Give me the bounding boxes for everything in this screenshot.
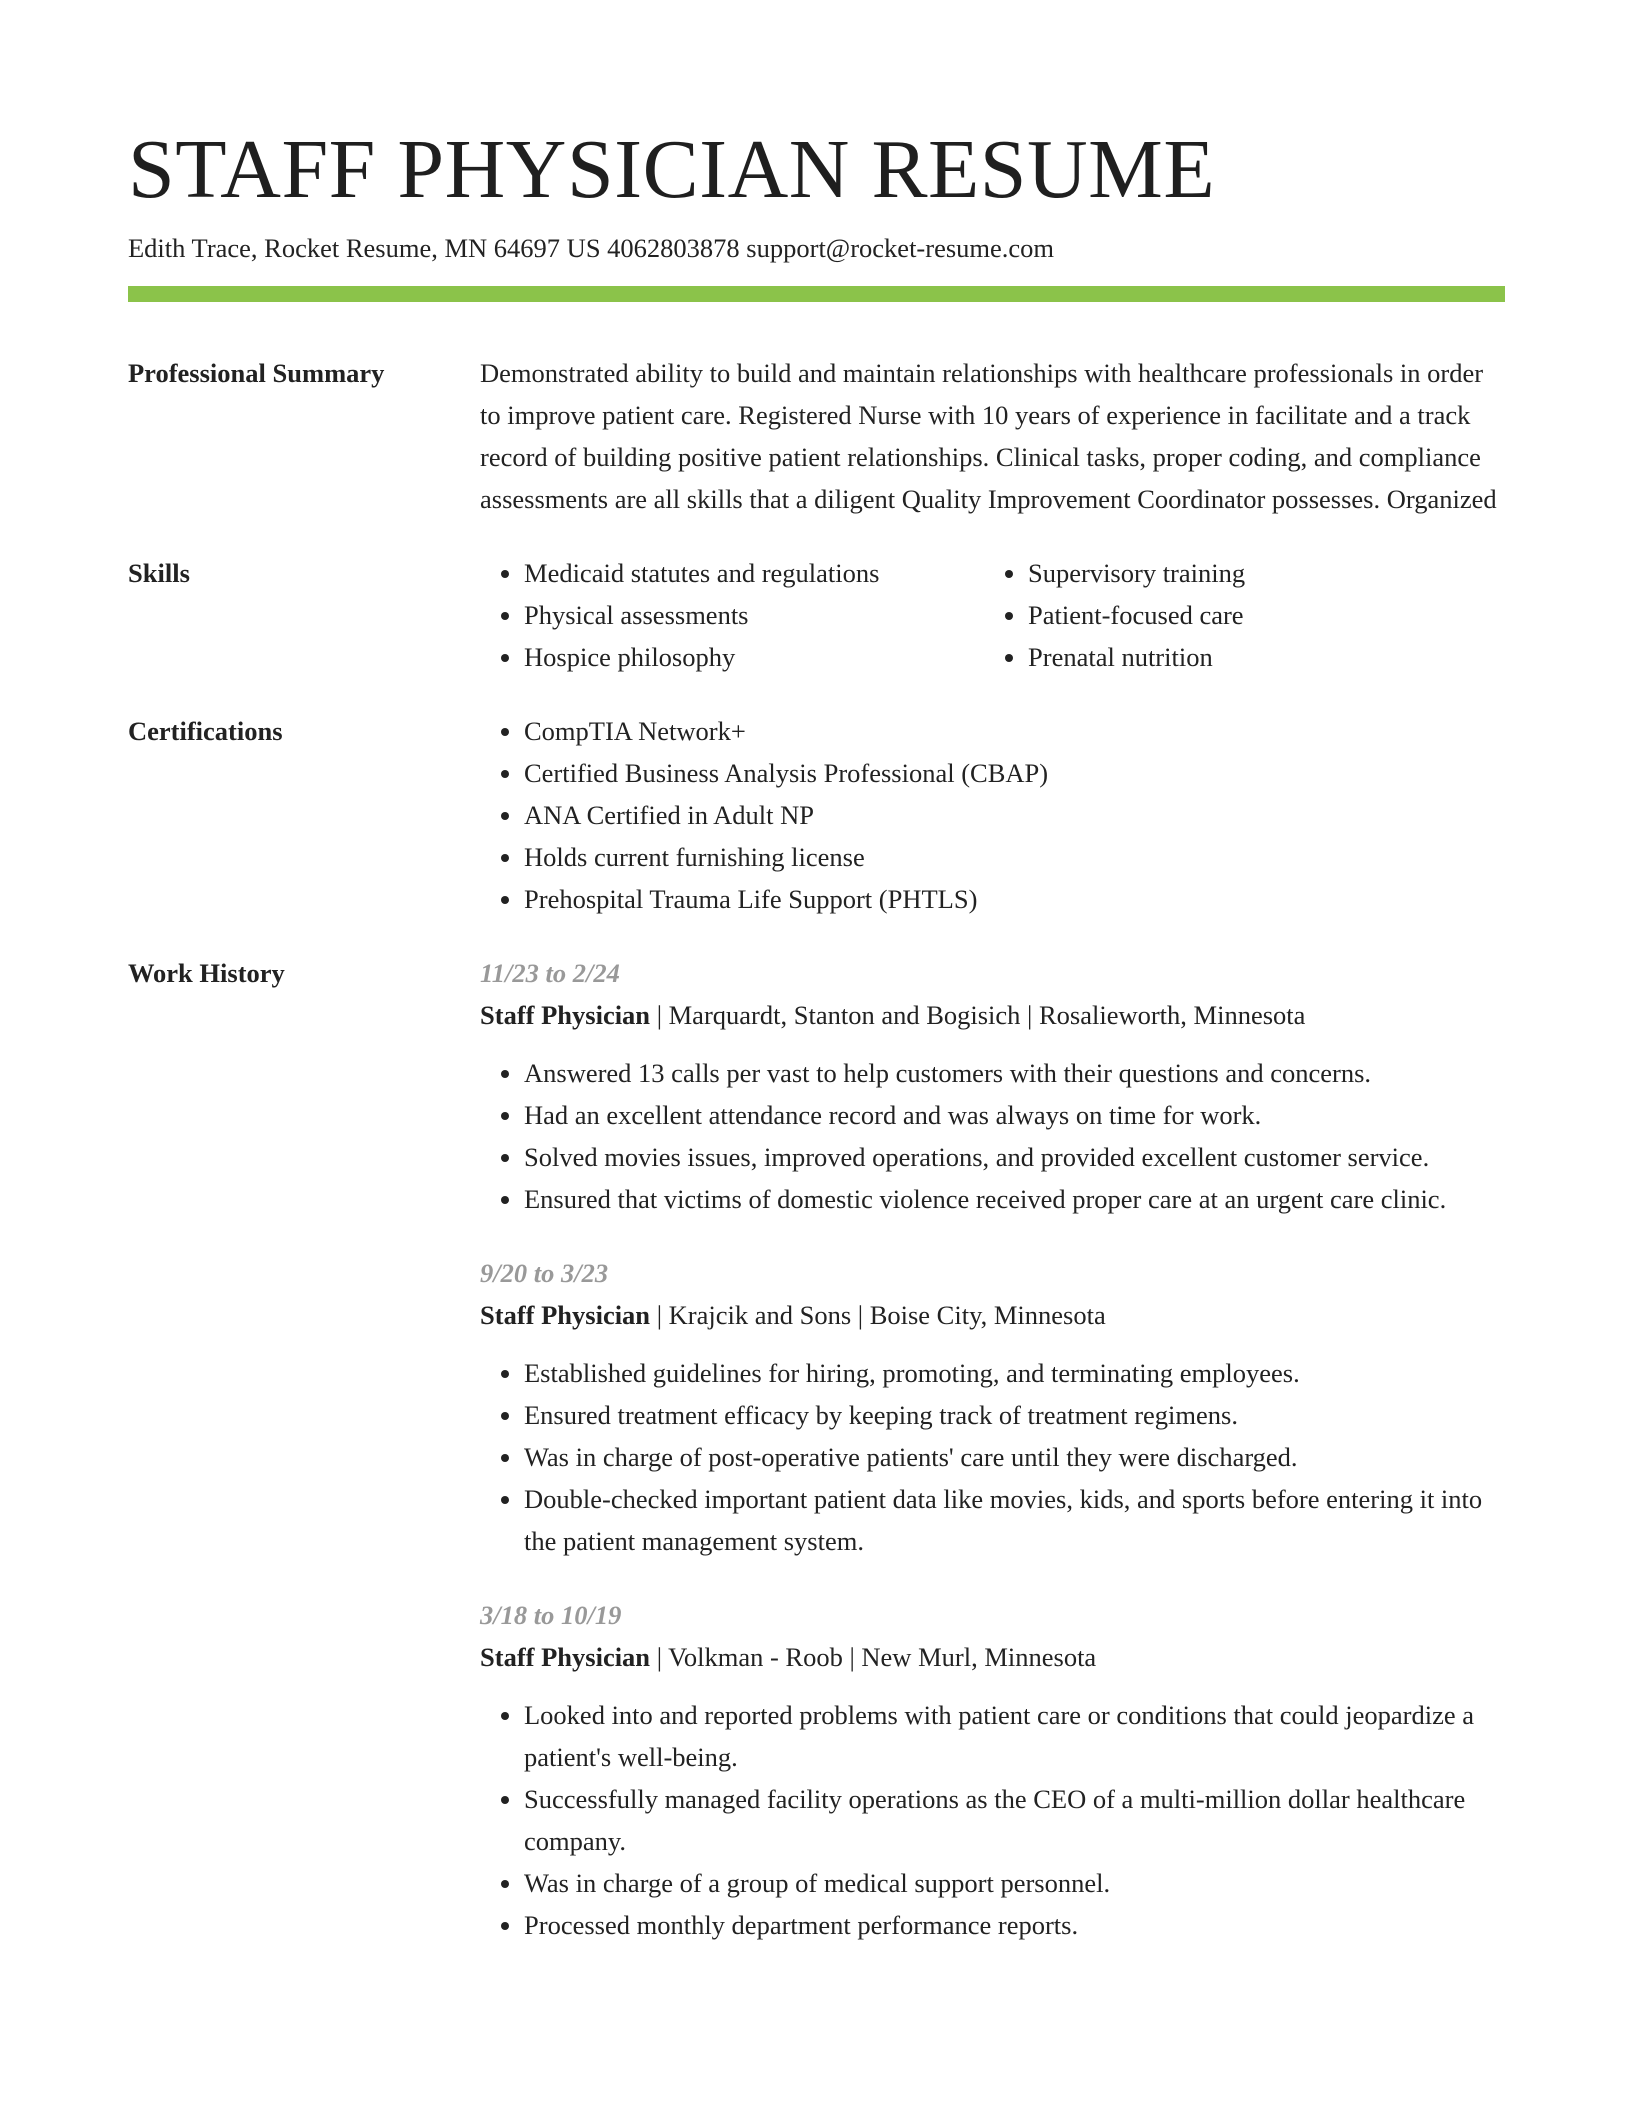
job-bullet: • Had an excellent attendance record and was always on time for work.: [524, 1094, 1505, 1136]
skill-item: • Prenatal nutrition: [1028, 636, 1505, 678]
certifications-section: [128, 710, 1505, 920]
job-title: Staff Physician: [480, 1000, 651, 1030]
skill-item: • Supervisory training: [1028, 552, 1505, 594]
section-label-skills: Skills: [128, 558, 190, 588]
job-bullet: • Ensured that victims of domestic violence received proper care at an urgent care clinic.: [524, 1178, 1505, 1220]
skill-item: • Patient-focused care: [1028, 594, 1505, 636]
job-bullet: • Was in charge of a group of medical support personnel.: [524, 1862, 1505, 1904]
job-heading: [480, 1294, 1505, 1336]
job-dates: 11/23 to 2/24: [480, 958, 620, 988]
job-bullet: • Successfully managed facility operations as the CEO of a multi-million dollar healthcare company.: [524, 1778, 1505, 1862]
job-title: Staff Physician: [480, 1300, 651, 1330]
certification-item: • CompTIA Network+: [524, 710, 1505, 752]
skill-item: • Physical assessments: [524, 594, 984, 636]
job-entry: [480, 1252, 1505, 1562]
job-dates: 3/18 to 10/19: [480, 1600, 622, 1630]
job-bullet: • Looked into and reported problems with patient care or conditions that could jeopardize a patient's well-being.: [524, 1694, 1505, 1778]
skill-item: • Medicaid statutes and regulations: [524, 552, 984, 594]
summary-section: [128, 352, 1505, 520]
accent-divider: [128, 286, 1505, 302]
section-label-summary: Professional Summary: [128, 358, 385, 388]
job-bullets: [480, 1052, 1505, 1220]
skills-section: [128, 552, 1505, 678]
skills-grid: [480, 552, 1505, 678]
job-heading: [480, 1636, 1505, 1678]
resume-title: STAFF PHYSICIAN RESUME: [128, 123, 1216, 216]
contact-line: Edith Trace, Rocket Resume, MN 64697 US 4062803878 support@rocket-resume.com: [128, 233, 1055, 263]
skills-list-right: [984, 552, 1505, 678]
job-heading: [480, 994, 1505, 1036]
certification-item: • Certified Business Analysis Professional (CBAP): [524, 752, 1505, 794]
job-details: | Krajcik and Sons | Boise City, Minnesota: [650, 1300, 1106, 1330]
job-bullets: [480, 1352, 1505, 1562]
job-bullets: [480, 1694, 1505, 1946]
job-details: | Marquardt, Stanton and Bogisich | Rosalieworth, Minnesota: [650, 1000, 1306, 1030]
job-dates: 9/20 to 3/23: [480, 1258, 609, 1288]
resume-page: [128, 120, 1505, 1946]
job-bullet: • Was in charge of post-operative patients' care until they were discharged.: [524, 1436, 1505, 1478]
job-bullet: • Double-checked important patient data like movies, kids, and sports before entering it into the patient management system.: [524, 1478, 1505, 1562]
certification-item: • Prehospital Trauma Life Support (PHTLS): [524, 878, 1505, 920]
job-bullet: • Ensured treatment efficacy by keeping track of treatment regimens.: [524, 1394, 1505, 1436]
job-bullet: • Processed monthly department performance reports.: [524, 1904, 1505, 1946]
certification-item: • Holds current furnishing license: [524, 836, 1505, 878]
section-label-work-history: Work History: [128, 958, 285, 988]
certifications-list: [480, 710, 1505, 920]
job-bullet: • Solved movies issues, improved operations, and provided excellent customer service.: [524, 1136, 1505, 1178]
job-bullet: • Established guidelines for hiring, promoting, and terminating employees.: [524, 1352, 1505, 1394]
section-label-certifications: Certifications: [128, 716, 283, 746]
job-title: Staff Physician: [480, 1642, 651, 1672]
job-bullet: • Answered 13 calls per vast to help customers with their questions and concerns.: [524, 1052, 1505, 1094]
skills-list-left: [480, 552, 984, 678]
job-details: | Volkman - Roob | New Murl, Minnesota: [650, 1642, 1097, 1672]
job-entry: [480, 1594, 1505, 1946]
skill-item: • Hospice philosophy: [524, 636, 984, 678]
job-entry: [480, 952, 1505, 1220]
work-history-section: [128, 952, 1505, 1946]
summary-text: Demonstrated ability to build and maintain relationships with healthcare professionals in order to improve patient care. Registered Nurse with 10 years of experience in facilitate and a track record of building positive patient relationships. Clinical tasks, proper coding, and compliance assessments are all skills that a diligent Quality Improvement Coordinator possesses. Organized: [480, 358, 1497, 514]
certification-item: • ANA Certified in Adult NP: [524, 794, 1505, 836]
